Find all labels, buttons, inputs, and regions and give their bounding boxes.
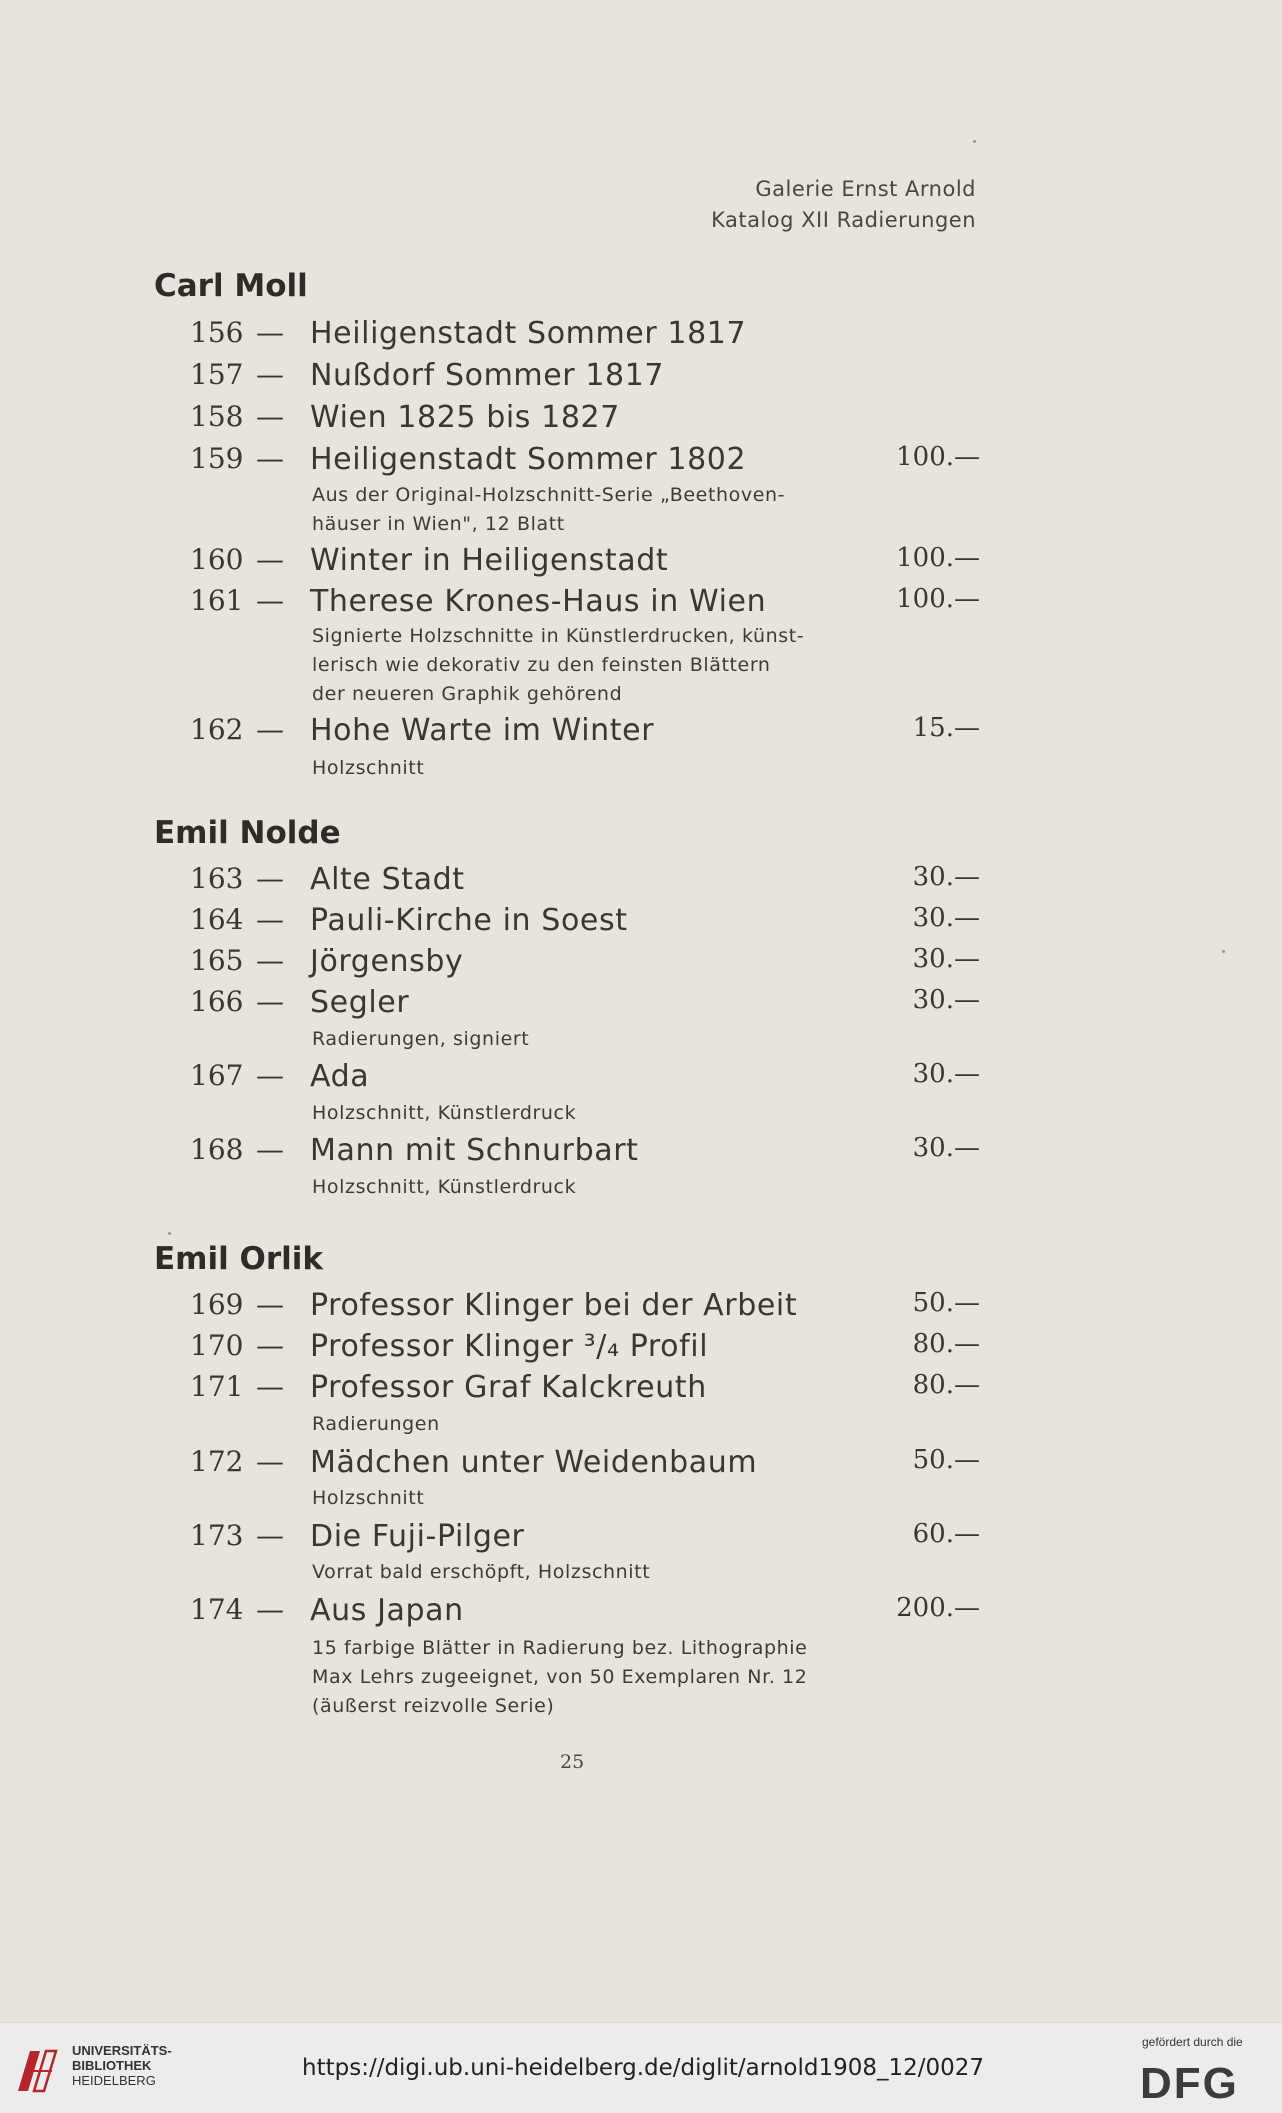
item-price: 30.— — [912, 1059, 980, 1089]
item-price: 30.— — [912, 903, 980, 933]
list-item — [190, 862, 980, 902]
list-item — [190, 316, 980, 356]
item-price: 200.— — [896, 1593, 980, 1623]
uni-line: BIBLIOTHEK — [72, 2058, 152, 2073]
list-item — [190, 985, 980, 1025]
item-dash: — — [256, 713, 284, 746]
note-line: Holzschnitt, Künstlerdruck — [312, 1102, 577, 1124]
item-title: Therese Krones-Haus in Wien — [310, 584, 767, 619]
item-number: 168 — [190, 1133, 244, 1166]
item-dash: — — [256, 1288, 284, 1321]
list-item — [190, 944, 980, 984]
item-number: 156 — [190, 316, 244, 349]
item-dash: — — [256, 903, 284, 936]
list-item — [190, 358, 980, 398]
item-title: Pauli-Kirche in Soest — [310, 903, 628, 938]
item-number: 163 — [190, 862, 244, 895]
item-note — [312, 1025, 529, 1054]
uni-line: UNIVERSITÄTS- — [72, 2043, 172, 2058]
item-title: Heiligenstadt Sommer 1817 — [310, 316, 747, 351]
item-dash: — — [256, 584, 284, 617]
item-price: 30.— — [912, 944, 980, 974]
item-title: Mann mit Schnurbart — [310, 1133, 639, 1168]
item-dash: — — [256, 1370, 284, 1403]
item-price: 30.— — [912, 985, 980, 1015]
item-title: Heiligenstadt Sommer 1802 — [310, 442, 747, 477]
item-dash: — — [256, 944, 284, 977]
item-dash: — — [256, 316, 284, 349]
item-title: Segler — [310, 985, 410, 1020]
university-library-logo[interactable] — [12, 2045, 64, 2097]
item-price: 50.— — [912, 1445, 980, 1475]
note-line: Holzschnitt — [312, 1487, 425, 1509]
item-dash: — — [256, 1593, 284, 1626]
item-number: 162 — [190, 713, 244, 746]
item-note — [312, 754, 424, 783]
uni-line: HEIDELBERG — [72, 2073, 156, 2088]
item-dash: — — [256, 862, 284, 895]
artist-heading: Carl Moll — [154, 268, 308, 304]
item-note — [312, 1410, 440, 1439]
item-number: 173 — [190, 1519, 244, 1552]
item-title: Winter in Heiligenstadt — [310, 543, 669, 578]
item-number: 165 — [190, 944, 244, 977]
note-line: Max Lehrs zugeeignet, von 50 Exemplaren Nr. 12 — [312, 1666, 808, 1688]
item-dash: — — [256, 358, 284, 391]
paper-speck — [1222, 950, 1225, 953]
page-number: 25 — [560, 1751, 585, 1773]
list-item — [190, 1329, 980, 1369]
item-number: 157 — [190, 358, 244, 391]
note-line: Radierungen — [312, 1413, 440, 1435]
note-line: Aus der Original-Holzschnitt-Serie „Beethoven- — [312, 484, 786, 506]
item-dash: — — [256, 1133, 284, 1166]
list-item — [190, 543, 980, 583]
note-line: Vorrat bald erschöpft, Holzschnitt — [312, 1561, 651, 1583]
item-note — [312, 1173, 576, 1202]
list-item — [190, 400, 980, 440]
item-number: 172 — [190, 1445, 244, 1478]
note-line: häuser in Wien", 12 Blatt — [312, 513, 565, 535]
item-number: 167 — [190, 1059, 244, 1092]
item-price: 30.— — [912, 862, 980, 892]
item-price: 50.— — [912, 1288, 980, 1318]
note-line: Holzschnitt, Künstlerdruck — [312, 1176, 577, 1198]
list-item — [190, 1519, 980, 1559]
item-note — [312, 481, 785, 539]
item-title: Aus Japan — [310, 1593, 464, 1628]
item-dash: — — [256, 400, 284, 433]
item-title: Jörgensby — [310, 944, 464, 979]
item-number: 171 — [190, 1370, 244, 1403]
item-dash: — — [256, 543, 284, 576]
item-note — [312, 1558, 650, 1587]
item-title: Ada — [310, 1059, 370, 1094]
header-catalog: Katalog XII Radierungen — [711, 208, 976, 232]
item-title: Professor Graf Kalckreuth — [310, 1370, 707, 1405]
item-price: 100.— — [896, 543, 980, 573]
item-dash: — — [256, 1445, 284, 1478]
item-number: 166 — [190, 985, 244, 1018]
item-dash: — — [256, 1059, 284, 1092]
item-number: 164 — [190, 903, 244, 936]
item-dash: — — [256, 1519, 284, 1552]
list-item — [190, 442, 980, 482]
item-price: 100.— — [896, 442, 980, 472]
item-price: 80.— — [912, 1370, 980, 1400]
item-title: Alte Stadt — [310, 862, 465, 897]
list-item — [190, 1370, 980, 1410]
item-number: 158 — [190, 400, 244, 433]
item-title: Mädchen unter Weidenbaum — [310, 1445, 758, 1480]
list-item — [190, 1059, 980, 1099]
item-note — [312, 1099, 576, 1128]
artist-heading: Emil Orlik — [154, 1241, 324, 1277]
item-number: 161 — [190, 584, 244, 617]
item-number: 174 — [190, 1593, 244, 1626]
item-title: Hohe Warte im Winter — [310, 713, 655, 748]
item-title: Professor Klinger ³/₄ Profil — [310, 1329, 709, 1364]
catalog-header — [711, 174, 976, 236]
header-gallery: Galerie Ernst Arnold — [755, 177, 976, 201]
item-price: 80.— — [912, 1329, 980, 1359]
item-price: 15.— — [912, 713, 980, 743]
list-item — [190, 713, 980, 753]
list-item — [190, 903, 980, 943]
item-dash: — — [256, 442, 284, 475]
item-title: Die Fuji-Pilger — [310, 1519, 525, 1554]
list-item — [190, 1133, 980, 1173]
list-item — [190, 1593, 980, 1633]
item-number: 159 — [190, 442, 244, 475]
item-number: 160 — [190, 543, 244, 576]
viewer-footer — [0, 2022, 1282, 2113]
item-note — [312, 1634, 807, 1721]
list-item — [190, 1445, 980, 1485]
dfg-caption: gefördert durch die — [1142, 2035, 1243, 2049]
item-number: 169 — [190, 1288, 244, 1321]
item-note — [312, 1484, 424, 1513]
paper-speck — [973, 140, 976, 143]
item-price: 100.— — [896, 584, 980, 614]
note-line: Signierte Holzschnitte in Künstlerdrucken, künst- — [312, 625, 805, 647]
artist-heading: Emil Nolde — [154, 815, 341, 851]
note-line: Holzschnitt — [312, 757, 425, 779]
item-dash: — — [256, 985, 284, 1018]
page-url-link[interactable]: https://digi.ub.uni-heidelberg.de/diglit/arnold1908_12/0027 — [302, 2055, 985, 2081]
list-item — [190, 1288, 980, 1328]
item-note — [312, 622, 804, 709]
item-dash: — — [256, 1329, 284, 1362]
paper-speck — [168, 1232, 171, 1235]
note-line: der neueren Graphik gehörend — [312, 683, 623, 705]
item-price: 60.— — [912, 1519, 980, 1549]
item-title: Professor Klinger bei der Arbeit — [310, 1288, 798, 1323]
item-price: 30.— — [912, 1133, 980, 1163]
note-line: lerisch wie dekorativ zu den feinsten Blättern — [312, 654, 771, 676]
university-library-name — [72, 2043, 172, 2088]
item-title: Nußdorf Sommer 1817 — [310, 358, 665, 393]
note-line: (äußerst reizvolle Serie) — [312, 1695, 555, 1717]
item-number: 170 — [190, 1329, 244, 1362]
dfg-logo[interactable]: DFG — [1140, 2059, 1239, 2108]
note-line: 15 farbige Blätter in Radierung bez. Lithographie — [312, 1637, 808, 1659]
item-title: Wien 1825 bis 1827 — [310, 400, 620, 435]
note-line: Radierungen, signiert — [312, 1028, 530, 1050]
list-item — [190, 584, 980, 624]
